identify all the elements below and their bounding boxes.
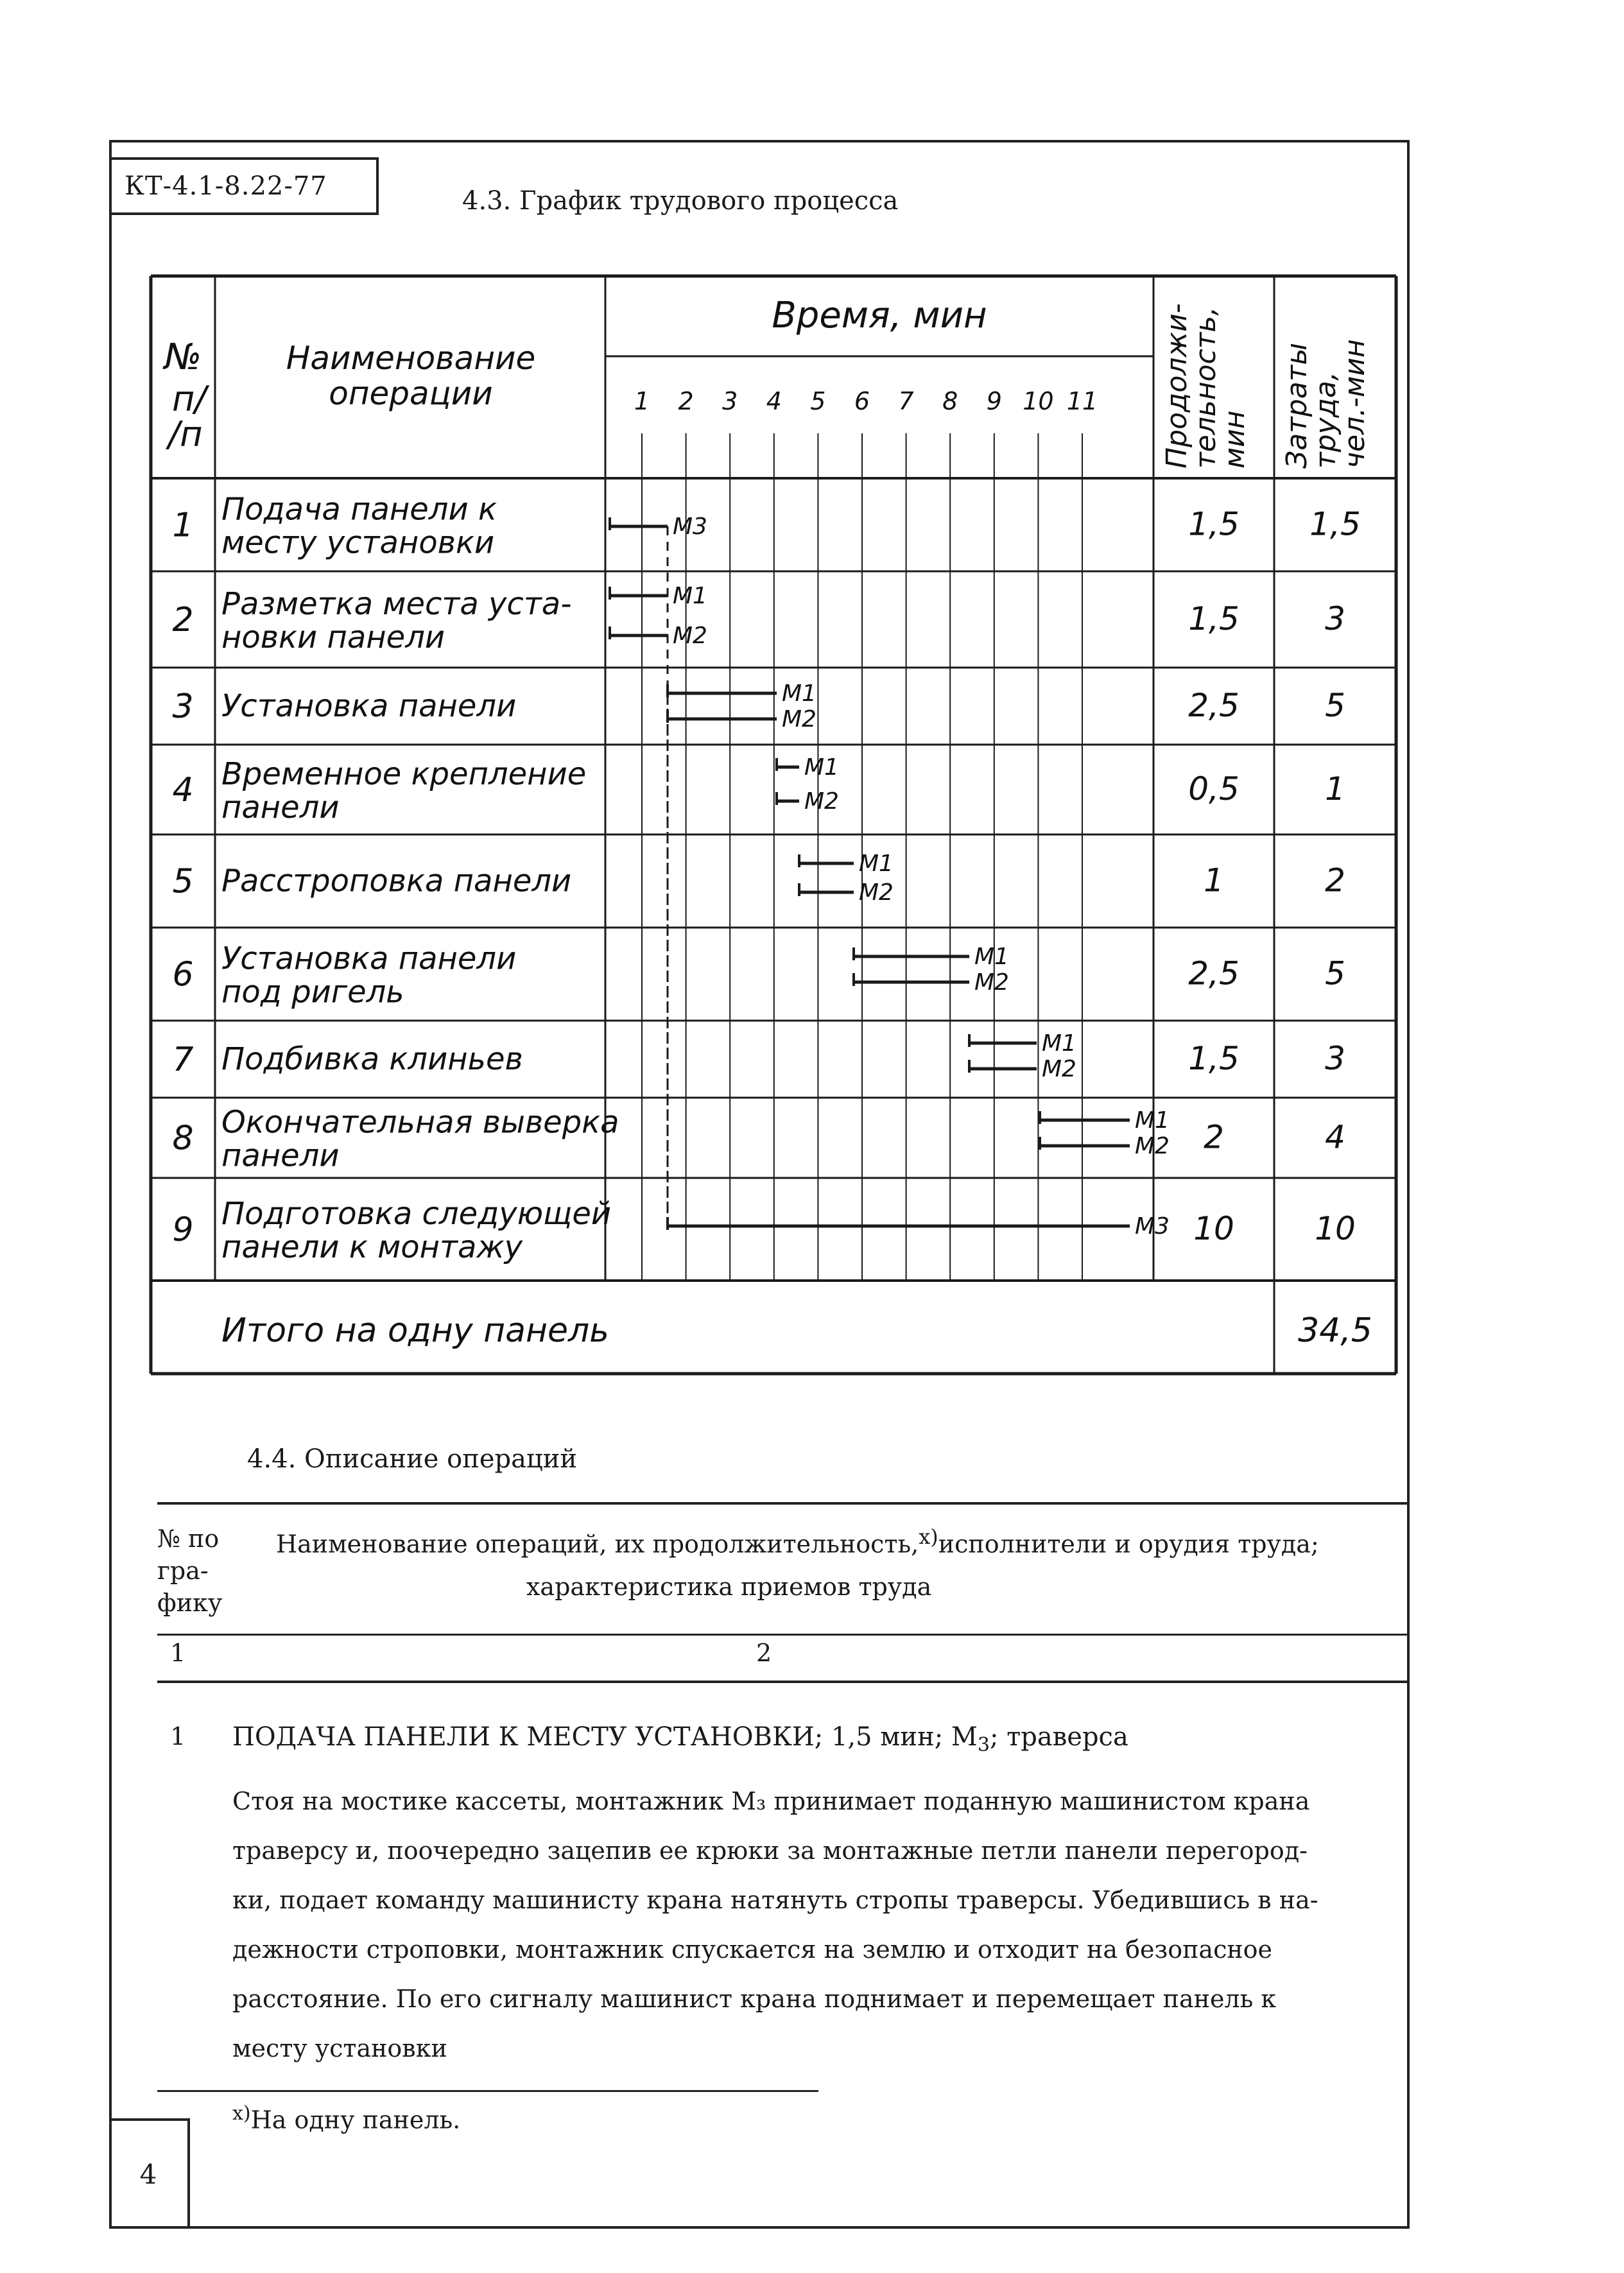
row-duration: 1,5 xyxy=(1188,505,1240,543)
header-operation-name: Наименование xyxy=(286,340,536,377)
worker-label: М2 xyxy=(1135,1133,1170,1159)
op-description-line: траверсу и, поочередно зацепив ее крюки за монтажные петли панели перегород- xyxy=(232,1837,1308,1865)
header-operation-name: операции xyxy=(329,375,493,412)
op-title-main: ПОДАЧА ПАНЕЛИ К МЕСТУ УСТАНОВКИ; 1,5 мин; М xyxy=(232,1722,978,1752)
header-time: Время, мин xyxy=(772,295,987,336)
row-operation-name: Расстроповка панели xyxy=(221,863,572,899)
desc-col1-header-line: № по xyxy=(157,1525,220,1553)
row-labor: 10 xyxy=(1315,1210,1356,1247)
desc-col1-header-line: фику xyxy=(157,1589,223,1617)
desc-col1-header-line: гра- xyxy=(157,1557,209,1585)
worker-label: М2 xyxy=(782,706,816,732)
worker-label: М2 xyxy=(673,623,707,649)
worker-label: М2 xyxy=(1042,1056,1076,1082)
row-labor: 1,5 xyxy=(1309,505,1361,543)
total-label: Итого на одну панель xyxy=(221,1311,609,1350)
desc-col2-header-text: Наименование операций, их продолжительность, xyxy=(276,1530,919,1559)
desc-col2-header-text: исполнители и орудия труда; xyxy=(938,1530,1319,1559)
row-operation-name: панели xyxy=(221,1137,340,1174)
row-number: 7 xyxy=(172,1041,194,1079)
worker-label: М1 xyxy=(804,754,839,781)
row-labor: 3 xyxy=(1325,1040,1345,1077)
row-operation-name: панели xyxy=(221,790,340,825)
op-description-line: расстояние. По его сигналу машинист крана поднимает и перемещает панель к xyxy=(232,1985,1277,2013)
worker-label: М1 xyxy=(974,944,1009,970)
desc-col2-header-line2: характеристика приемов труда xyxy=(526,1573,932,1601)
row-operation-name: Установка панели xyxy=(221,688,517,724)
header-number-sub: п/ xyxy=(172,379,207,419)
header-labor: Затраты xyxy=(1281,342,1313,469)
total-value: 34,5 xyxy=(1298,1311,1372,1350)
row-duration: 1,5 xyxy=(1188,1040,1240,1077)
header-labor: чел.-мин xyxy=(1338,339,1371,469)
time-tick-label: 11 xyxy=(1066,387,1098,415)
row-labor: 5 xyxy=(1325,687,1345,724)
time-tick-label: 2 xyxy=(678,387,694,415)
op-description-line: месту установки xyxy=(232,2034,447,2062)
row-duration: 2,5 xyxy=(1188,687,1240,724)
row-duration: 1 xyxy=(1204,861,1224,899)
desc-col2-number: 2 xyxy=(756,1639,772,1667)
header-number-sub: /п xyxy=(168,414,203,454)
row-duration: 2 xyxy=(1204,1118,1224,1156)
row-number: 9 xyxy=(172,1211,194,1249)
row-duration: 0,5 xyxy=(1188,770,1240,808)
row-labor: 1 xyxy=(1325,770,1345,808)
time-tick-label: 5 xyxy=(810,387,826,415)
row-operation-name: месту установки xyxy=(221,524,495,561)
worker-label: М1 xyxy=(673,583,707,609)
desc-col2-header-line1 xyxy=(276,1525,1319,1559)
row-duration: 2,5 xyxy=(1188,955,1240,992)
footnote-rule xyxy=(157,2090,818,2092)
row-duration: 1,5 xyxy=(1188,600,1240,637)
op-title-tail: ; траверса xyxy=(989,1722,1128,1752)
row-number: 6 xyxy=(172,955,194,994)
row-labor: 5 xyxy=(1325,955,1345,992)
worker-label: М2 xyxy=(974,969,1009,996)
time-tick-label: 9 xyxy=(986,387,1002,415)
frame-bottom xyxy=(109,2226,1410,2229)
header-number-sign: № xyxy=(164,336,202,378)
desc-table-top-rule xyxy=(157,1502,1409,1505)
row-labor: 3 xyxy=(1325,600,1345,637)
op-description-line: дежности строповки, монтажник спускается на землю и отходит на безопасное xyxy=(232,1935,1273,1964)
row-number: 1 xyxy=(172,506,194,545)
row-duration: 10 xyxy=(1193,1210,1234,1247)
row-operation-name: Разметка места уста- xyxy=(221,586,572,622)
time-tick-label: 7 xyxy=(898,387,914,415)
op-title-sub: 3 xyxy=(977,1734,990,1756)
header-duration: Продолжи- xyxy=(1161,303,1193,469)
row-operation-name: Установка панели xyxy=(221,940,517,977)
footnote-mark: х) xyxy=(232,2102,251,2125)
row-operation-name: Временное крепление xyxy=(221,756,587,792)
row-number: 2 xyxy=(172,601,194,639)
desc-table-header-bottom-rule xyxy=(157,1681,1409,1683)
document-code: КТ-4.1-8.22-77 xyxy=(109,157,379,215)
op-title xyxy=(232,1722,1128,1756)
row-number: 5 xyxy=(172,862,194,901)
header-duration: мин xyxy=(1218,410,1251,469)
time-tick-label: 3 xyxy=(722,387,738,415)
worker-label: М1 xyxy=(1042,1030,1076,1057)
time-tick-label: 1 xyxy=(634,387,650,415)
row-labor: 4 xyxy=(1325,1118,1345,1156)
time-tick-label: 10 xyxy=(1023,387,1054,415)
worker-label: М1 xyxy=(782,680,816,707)
row-operation-name: под ригель xyxy=(221,974,404,1010)
time-tick-label: 6 xyxy=(854,387,870,415)
row-number: 3 xyxy=(172,687,194,726)
op-description xyxy=(232,1777,1413,2073)
row-number: 4 xyxy=(172,771,194,809)
row-labor: 2 xyxy=(1325,861,1345,899)
worker-label: М2 xyxy=(859,879,894,906)
time-tick-label: 4 xyxy=(766,387,782,415)
worker-label: М3 xyxy=(673,514,707,540)
footnote-text: На одну панель. xyxy=(250,2105,461,2134)
page-number: 4 xyxy=(109,2118,190,2227)
row-operation-name: Подбивка клиньев xyxy=(221,1041,523,1077)
desc-col1-header xyxy=(157,1523,222,1619)
worker-label: М1 xyxy=(1135,1107,1170,1134)
row-operation-name: Подача панели к xyxy=(221,491,497,528)
op-number: 1 xyxy=(170,1722,186,1750)
worker-label: М3 xyxy=(1135,1213,1170,1240)
footnote-marker: х) xyxy=(919,1525,938,1549)
op-description-line: ки, подает команду машинисту крана натянуть стропы траверсы. Убедившись в на- xyxy=(232,1886,1318,1914)
row-operation-name: новки панели xyxy=(221,619,445,655)
row-operation-name: панели к монтажу xyxy=(221,1229,523,1265)
section-4-4-title: 4.4. Описание операций xyxy=(247,1444,578,1474)
header-labor: труда, xyxy=(1309,372,1342,469)
desc-col1-number: 1 xyxy=(170,1639,186,1667)
row-operation-name: Окончательная выверка xyxy=(221,1104,619,1141)
op-description-line: Стоя на мостике кассеты, монтажник М₃ принимает поданную машинистом крана xyxy=(232,1787,1310,1815)
header-duration: тельность, xyxy=(1189,306,1222,469)
desc-table-mid-rule xyxy=(157,1634,1409,1636)
time-tick-label: 8 xyxy=(942,387,958,415)
footnote xyxy=(232,2102,460,2134)
row-number: 8 xyxy=(172,1119,194,1158)
row-operation-name: Подготовка следующей xyxy=(221,1196,612,1232)
worker-label: М1 xyxy=(859,851,894,877)
worker-label: М2 xyxy=(804,788,839,815)
section-4-3-title: 4.3. График трудового процесса xyxy=(462,186,899,216)
